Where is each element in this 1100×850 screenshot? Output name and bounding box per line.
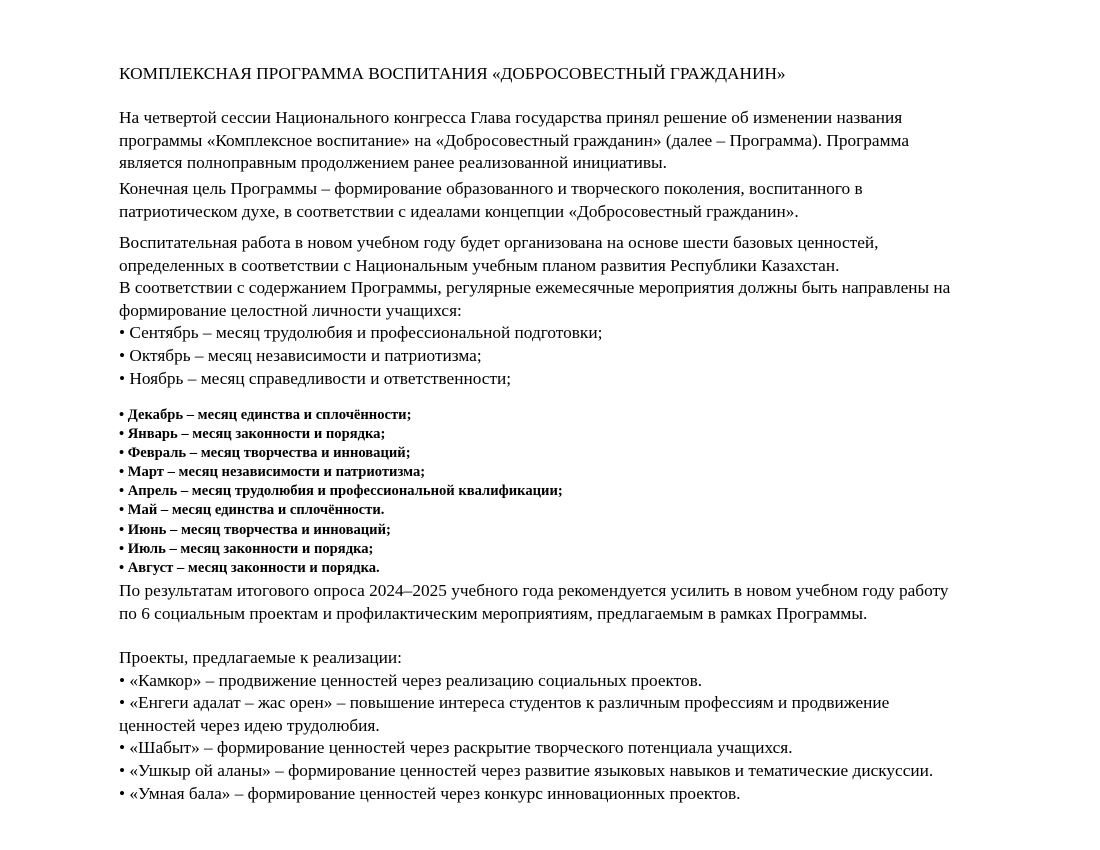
month-item-bold: • Февраль – месяц творчества и инноваций; bbox=[119, 445, 411, 462]
projects-heading: Проекты, предлагаемые к реализации: bbox=[119, 648, 402, 667]
project-item: • «Ушкыр ой аланы» – формирование ценностей через развитие языковых навыков и тематические дискуссии. bbox=[119, 760, 934, 780]
survey-line: По результатам итогового опроса 2024–2025 учебного года рекомендуется усилить в новом учебном году работу bbox=[119, 581, 949, 600]
month-item-bold: • Июль – месяц законности и порядка; bbox=[119, 540, 374, 557]
month-item-bold: • Декабрь – месяц единства и сплочённости; bbox=[119, 407, 412, 423]
values-line: формирование целостной личности учащихся: bbox=[119, 300, 462, 320]
projects-paragraph bbox=[119, 647, 1069, 805]
intro-paragraph bbox=[119, 107, 1069, 175]
project-item-continued: ценностей через идею трудолюбия. bbox=[119, 715, 380, 735]
goal-paragraph bbox=[119, 178, 1069, 223]
survey-line: по 6 социальным проектам и профилактическим мероприятиям, предлагаемым в рамках Программы. bbox=[119, 603, 868, 623]
months-bold-list bbox=[119, 406, 563, 578]
document-title: КОМПЛЕКСНАЯ ПРОГРАММА ВОСПИТАНИЯ «ДОБРОСОВЕСТНЫЙ ГРАЖДАНИН» bbox=[119, 64, 786, 83]
month-item: • Сентябрь – месяц трудолюбия и профессиональной подготовки; bbox=[119, 323, 603, 343]
project-item: • «Камкор» – продвижение ценностей через реализацию социальных проектов. bbox=[119, 670, 703, 690]
month-item-bold: • Май – месяц единства и сплочённости. bbox=[119, 502, 385, 519]
project-item: • «Умная бала» – формирование ценностей через конкурс инновационных проектов. bbox=[119, 783, 741, 803]
month-item-bold: • Январь – месяц законности и порядка; bbox=[119, 426, 386, 443]
month-item: • Октябрь – месяц независимости и патриотизма; bbox=[119, 345, 482, 365]
month-item-bold: • Июнь – месяц творчества и инноваций; bbox=[119, 521, 391, 538]
values-line: определенных в соответствии с Национальным учебным планом развития Республики Казахстан. bbox=[119, 255, 840, 275]
month-item: • Ноябрь – месяц справедливости и ответственности; bbox=[119, 368, 512, 388]
project-item: • «Енгеги адалат – жас орен» – повышение интереса студентов к различным профессиям и продвижение bbox=[119, 693, 890, 713]
project-item: • «Шабыт» – формирование ценностей через раскрытие творческого потенциала учащихся. bbox=[119, 738, 793, 758]
intro-line: На четвертой сессии Национального конгресса Глава государства принял решение об изменении названия bbox=[119, 108, 903, 127]
month-item-bold: • Апрель – месяц трудолюбия и профессиональной квалификации; bbox=[119, 483, 563, 500]
intro-line: является полноправным продолжением ранее реализованной инициативы. bbox=[119, 153, 667, 173]
goal-line: патриотическом духе, в соответствии с идеалами концепции «Добросовестный гражданин». bbox=[119, 201, 799, 221]
month-item-bold: • Март – месяц независимости и патриотизма; bbox=[119, 464, 426, 481]
values-line: В соответствии с содержанием Программы, регулярные ежемесячные мероприятия должны быть направлены на bbox=[119, 278, 951, 298]
month-item-bold: • Август – месяц законности и порядка. bbox=[119, 559, 380, 576]
survey-paragraph bbox=[119, 580, 1069, 625]
goal-line: Конечная цель Программы – формирование образованного и творческого поколения, воспитанного в bbox=[119, 179, 863, 198]
intro-line: программы «Комплексное воспитание» на «Добросовестный гражданин» (далее – Программа). Программа bbox=[119, 130, 910, 150]
values-paragraph bbox=[119, 232, 1069, 390]
values-line: Воспитательная работа в новом учебном году будет организована на основе шести базовых ценностей, bbox=[119, 233, 879, 252]
